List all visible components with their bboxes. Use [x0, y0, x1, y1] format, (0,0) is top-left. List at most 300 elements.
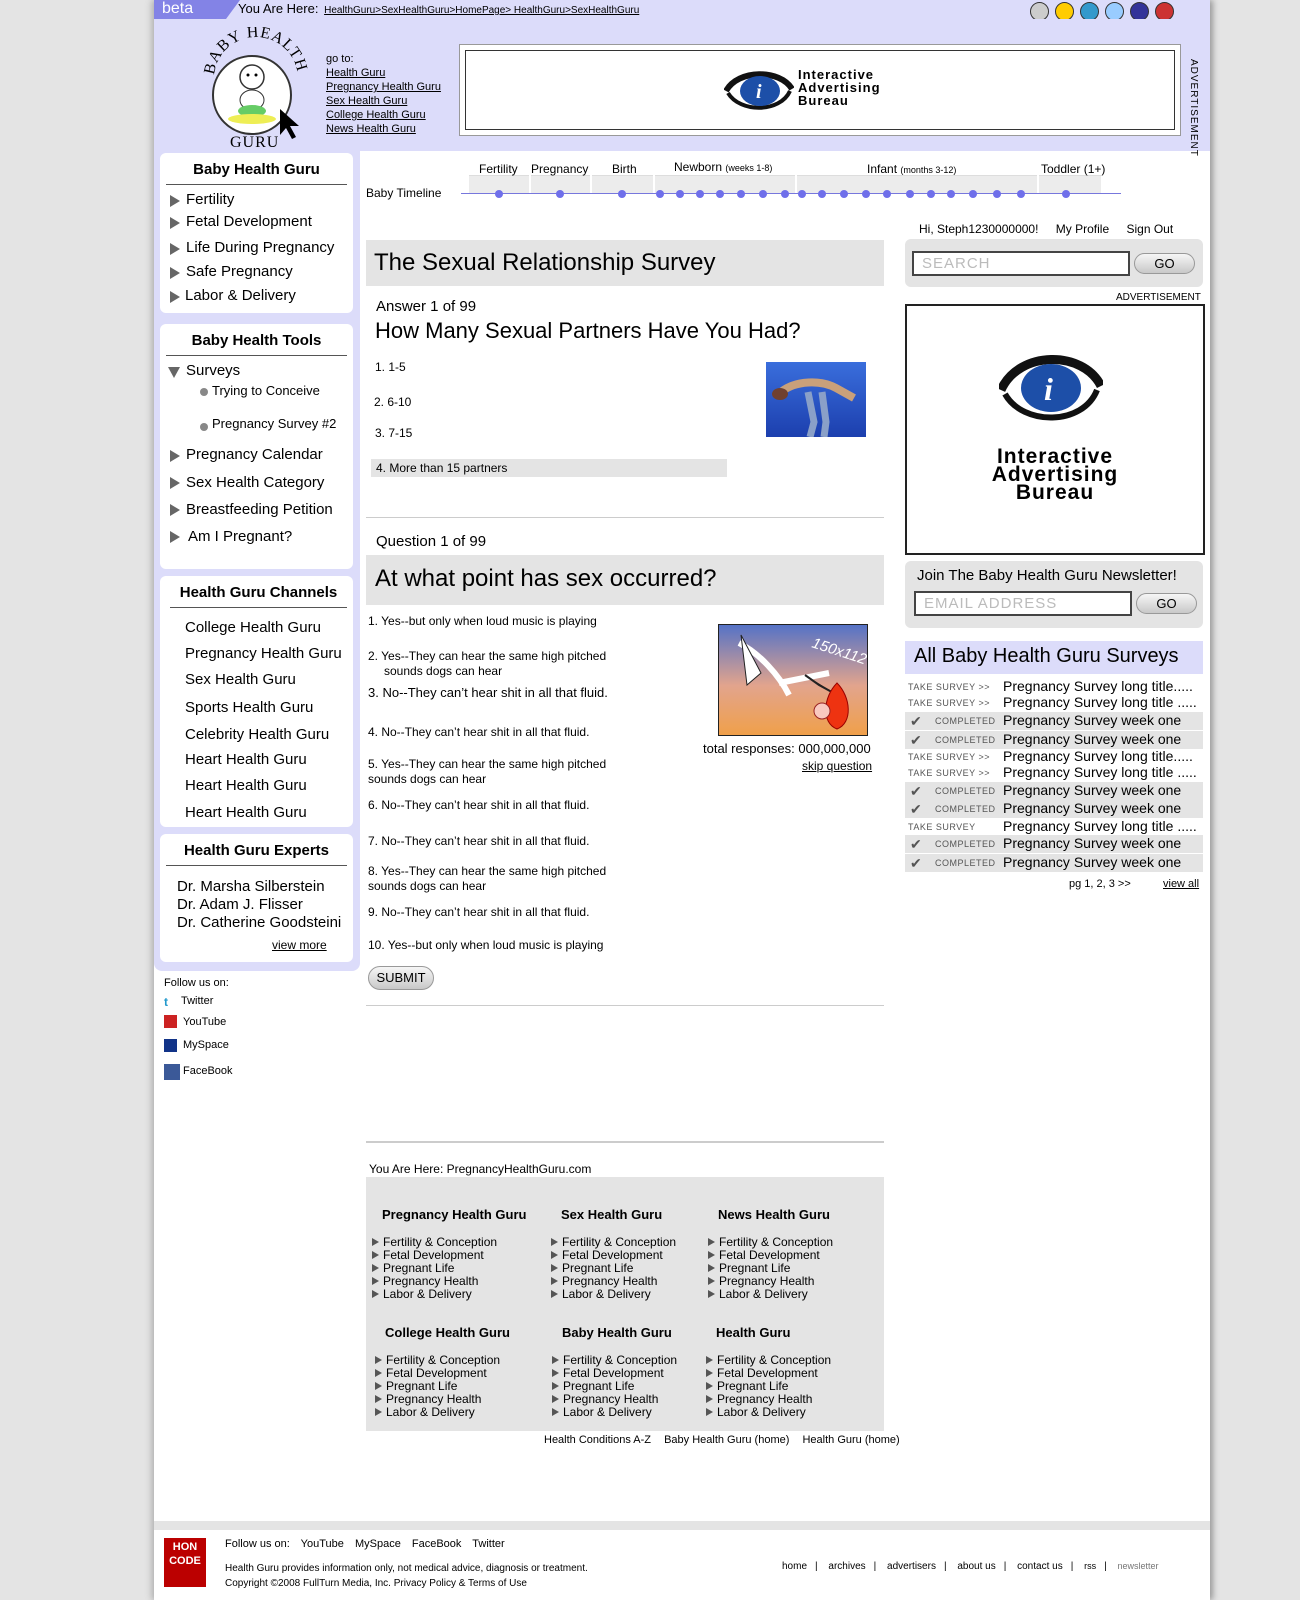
timeline-newborn-label: Newborn: [674, 160, 723, 174]
footer-link-text: Fetal Development: [563, 1366, 664, 1380]
arrow-icon: [372, 1277, 379, 1285]
bottom-social-youtube[interactable]: YouTube: [300, 1538, 344, 1550]
footer-section-title[interactable]: Sex Health Guru: [561, 1207, 663, 1222]
footer-site-map: [366, 1177, 884, 1431]
footer-link-text: Fertility & Conception: [563, 1353, 678, 1367]
facebook-icon: [164, 1064, 180, 1080]
timeline-dot[interactable]: [759, 190, 767, 198]
survey-status: COMPLETED: [935, 839, 996, 849]
social-myspace[interactable]: MySpace: [183, 1039, 229, 1051]
timeline-segment-newborn[interactable]: [655, 175, 795, 193]
view-all-surveys-link[interactable]: view all: [1163, 878, 1200, 890]
stork-image: [718, 624, 868, 736]
search-box: [905, 239, 1203, 287]
footer-link-baby-home[interactable]: Baby Health Guru (home): [664, 1434, 790, 1446]
footer-section-title[interactable]: Health Guru: [716, 1325, 791, 1340]
experts-title: Health Guru Experts: [166, 842, 347, 866]
footer-link-text: Pregnant Life: [563, 1379, 635, 1393]
nav-safe-pregnancy[interactable]: Safe Pregnancy: [186, 263, 293, 280]
checkmark-icon: ✔: [910, 801, 922, 817]
arrow-icon: [551, 1290, 558, 1298]
survey-title-link[interactable]: Pregnancy Survey long title .....: [1003, 764, 1197, 780]
social-twitter[interactable]: Twitter: [181, 995, 214, 1007]
bottom-nav-advertisers[interactable]: advertisers: [887, 1561, 936, 1572]
footer-link-text: Pregnancy Health: [563, 1392, 659, 1406]
footer-link-text: Fetal Development: [562, 1248, 663, 1262]
arrow-icon: [708, 1251, 715, 1259]
experts-view-more[interactable]: view more: [272, 938, 327, 952]
footer-link-text: Labor & Delivery: [719, 1287, 808, 1301]
timeline-dot[interactable]: [676, 190, 684, 198]
survey-title-link[interactable]: Pregnancy Survey week one: [1003, 712, 1182, 728]
youtube-icon: [164, 1015, 177, 1028]
bottom-nav-rss[interactable]: rss: [1084, 1561, 1097, 1571]
page: [154, 0, 1210, 1600]
channel-sex[interactable]: Sex Health Guru: [185, 671, 296, 688]
timeline-dot[interactable]: [1017, 190, 1025, 198]
survey-status: COMPLETED: [935, 735, 996, 745]
user-bar: [919, 222, 1187, 236]
channel-heart-3[interactable]: Heart Health Guru: [185, 804, 307, 821]
checkmark-icon: ✔: [910, 836, 922, 852]
question-option-7[interactable]: 7. No--They can’t hear shit in all that fluid.: [368, 834, 590, 848]
arrow-icon: [375, 1395, 382, 1403]
footer-link-text: Pregnancy Health: [386, 1392, 482, 1406]
channels-title: Health Guru Channels: [170, 584, 347, 608]
arrow-icon: [170, 267, 180, 279]
expert-2[interactable]: Dr. Adam J. Flisser: [177, 896, 303, 913]
tool-breastfeeding-petition[interactable]: Breastfeeding Petition: [186, 501, 333, 518]
tool-surveys[interactable]: Surveys: [186, 362, 241, 379]
survey-status: TAKE SURVEY: [908, 822, 976, 832]
footer-link-text: Labor & Delivery: [717, 1405, 806, 1419]
survey-row[interactable]: [905, 782, 1203, 800]
timeline-dot[interactable]: [556, 190, 564, 198]
timeline-dot[interactable]: [781, 190, 789, 198]
answer-option-4-selected[interactable]: 4. More than 15 partners: [371, 459, 727, 477]
survey-title: The Sexual Relationship Survey: [366, 240, 884, 286]
iab-eye-icon: [999, 346, 1103, 426]
advertisement-label: ADVERTISEMENT: [1116, 292, 1201, 303]
arrow-icon: [708, 1264, 715, 1272]
channels-box: [160, 576, 353, 827]
bottom-nav-archives[interactable]: archives: [828, 1561, 866, 1572]
tool-am-i-pregnant[interactable]: Am I Pregnant?: [188, 528, 293, 545]
arrow-icon: [551, 1264, 558, 1272]
side-ad-line-1: Interactive: [996, 445, 1114, 468]
footer-link-text: Pregnant Life: [383, 1261, 455, 1275]
timeline-pregnancy[interactable]: Pregnancy: [531, 162, 589, 176]
header: [154, 19, 1210, 157]
checkmark-icon: ✔: [910, 855, 922, 871]
footer-link-text: Pregnancy Health: [562, 1274, 658, 1288]
nav-fertility[interactable]: Fertility: [186, 191, 235, 208]
survey-status: COMPLETED: [935, 716, 996, 726]
breadcrumb-label: You Are Here:: [238, 1, 319, 16]
timeline-dot[interactable]: [947, 190, 955, 198]
footer-section-title[interactable]: Pregnancy Health Guru: [382, 1207, 527, 1222]
divider: [366, 1005, 884, 1006]
ad-line-2: Advertising: [798, 80, 881, 95]
footer-links: [544, 1434, 910, 1446]
survey-row[interactable]: [905, 835, 1203, 853]
footer-link-text: Fertility & Conception: [562, 1235, 677, 1249]
checkmark-icon: ✔: [910, 732, 922, 748]
bottom-social-facebook[interactable]: FaceBook: [411, 1538, 462, 1550]
survey-row[interactable]: [905, 854, 1203, 872]
tools-title: Baby Health Tools: [166, 332, 347, 356]
nav-labor-delivery[interactable]: Labor & Delivery: [185, 287, 296, 304]
answer-photo: [766, 362, 866, 437]
honcode-badge[interactable]: HON CODE: [164, 1538, 206, 1587]
tool-pregnancy-calendar[interactable]: Pregnancy Calendar: [186, 446, 323, 463]
checkmark-icon: ✔: [910, 713, 922, 729]
timeline-dot[interactable]: [656, 190, 664, 198]
goto-link-pregnancy[interactable]: Pregnancy Health Guru: [326, 81, 441, 93]
survey-title-link[interactable]: Pregnancy Survey week one: [1003, 782, 1182, 798]
divider: [366, 1141, 884, 1143]
question-option-10[interactable]: 10. Yes--but only when loud music is playing: [368, 938, 604, 952]
footer-section-title[interactable]: News Health Guru: [718, 1207, 830, 1222]
survey-status: COMPLETED: [935, 858, 996, 868]
social-youtube[interactable]: YouTube: [183, 1016, 227, 1028]
survey-status: TAKE SURVEY >>: [908, 698, 991, 708]
question-option-3[interactable]: 3. No--They can’t hear shit in all that fluid.: [368, 685, 608, 700]
top-banner-ad[interactable]: [460, 45, 1180, 135]
breadcrumb: [238, 1, 639, 16]
survey-title-link[interactable]: Pregnancy Survey week one: [1003, 854, 1182, 870]
timeline-dot[interactable]: [1062, 190, 1070, 198]
disclaimer: [225, 1561, 588, 1591]
disclaimer-line-2: Copyright ©2008 FullTurn Media, Inc. Privacy Policy & Terms of Use: [225, 1578, 527, 1589]
arrow-icon: [552, 1395, 559, 1403]
channel-pregnancy[interactable]: Pregnancy Health Guru: [185, 645, 342, 662]
survey-row[interactable]: [905, 731, 1203, 749]
footer-link-text: Pregnant Life: [719, 1261, 791, 1275]
checkmark-icon: ✔: [910, 783, 922, 799]
timeline-dot[interactable]: [840, 190, 848, 198]
expanded-arrow-icon: [168, 367, 180, 378]
footer-link-text: Fetal Development: [719, 1248, 820, 1262]
arrow-icon: [551, 1238, 558, 1246]
bottom-nav-about[interactable]: about us: [957, 1561, 996, 1572]
ad-line-3: Bureau: [798, 93, 849, 108]
timeline-dot[interactable]: [906, 190, 914, 198]
footer-section-link[interactable]: [552, 1406, 652, 1419]
footer-link-text: Pregnant Life: [562, 1261, 634, 1275]
timeline-toddler[interactable]: Toddler (1+): [1041, 162, 1106, 176]
answer-option-2[interactable]: 2. 6-10: [374, 395, 412, 409]
email-input[interactable]: EMAIL ADDRESS: [914, 591, 1132, 616]
answer-option-3[interactable]: 3. 7-15: [375, 426, 413, 440]
bottom-social-twitter[interactable]: Twitter: [472, 1538, 505, 1550]
question-option-9[interactable]: 9. No--They can’t hear shit in all that fluid.: [368, 905, 590, 919]
arrow-icon: [375, 1382, 382, 1390]
tool-sex-health-category[interactable]: Sex Health Category: [186, 474, 325, 491]
social-facebook[interactable]: FaceBook: [183, 1065, 233, 1077]
timeline-dot[interactable]: [737, 190, 745, 198]
survey-status: TAKE SURVEY >>: [908, 682, 991, 692]
bottom-nav-home[interactable]: home: [782, 1561, 808, 1572]
question-option-6[interactable]: 6. No--They can’t hear shit in all that fluid.: [368, 798, 590, 812]
bottom-follow-label: Follow us on:: [225, 1538, 290, 1550]
svg-text:BABY HEALTH: BABY HEALTH: [201, 27, 311, 76]
timeline-dot[interactable]: [927, 190, 935, 198]
arrow-icon: [552, 1408, 559, 1416]
timeline-infant-sub: (months 3-12): [900, 165, 957, 175]
survey-row[interactable]: [905, 712, 1203, 730]
svg-text:i: i: [756, 81, 762, 103]
survey-title-link[interactable]: Pregnancy Survey week one: [1003, 731, 1182, 747]
arrow-icon: [706, 1369, 713, 1377]
footer-link-conditions[interactable]: Health Conditions A-Z: [544, 1434, 651, 1446]
timeline-dot[interactable]: [716, 190, 724, 198]
footer-link-text: Pregnancy Health: [717, 1392, 813, 1406]
survey-status: TAKE SURVEY >>: [908, 752, 991, 762]
beta-badge: beta: [154, 0, 226, 19]
bhg-nav-title: Baby Health Guru: [166, 161, 347, 185]
bullet-icon: [200, 423, 208, 431]
newsletter-title: Join The Baby Health Guru Newsletter!: [917, 567, 1177, 584]
newsletter-go-button[interactable]: GO: [1136, 593, 1197, 614]
arrow-icon: [170, 217, 180, 229]
arrow-icon: [170, 531, 180, 543]
baby-health-guru-logo[interactable]: [200, 27, 312, 149]
arrow-icon: [708, 1238, 715, 1246]
timeline-dot[interactable]: [818, 190, 826, 198]
question-option-5-cont: sounds dogs can hear: [368, 772, 487, 786]
footer-link-text: Fetal Development: [386, 1366, 487, 1380]
footer-link-health-home[interactable]: Health Guru (home): [802, 1434, 900, 1446]
bottom-social-myspace[interactable]: MySpace: [354, 1538, 401, 1550]
channel-college[interactable]: College Health Guru: [185, 619, 321, 636]
question-option-5[interactable]: 5. Yes--They can hear the same high pitched: [368, 757, 607, 771]
side-ad-line-2: Advertising: [991, 463, 1119, 486]
goto-link-college[interactable]: College Health Guru: [326, 109, 426, 121]
survey-row[interactable]: [905, 694, 1203, 712]
footer-link-text: Pregnancy Health: [719, 1274, 815, 1288]
follow-label: Follow us on:: [164, 977, 229, 989]
advertisement-label: ADVERTISEMENT: [1188, 59, 1199, 157]
arrow-icon: [372, 1251, 379, 1259]
footer-section-link[interactable]: [551, 1288, 651, 1301]
question-option-1[interactable]: 1. Yes--but only when loud music is playing: [368, 614, 597, 628]
pager[interactable]: pg 1, 2, 3 >>: [1069, 878, 1131, 890]
twitter-icon: t: [164, 995, 168, 1009]
survey-title-link[interactable]: Pregnancy Survey long title.....: [1003, 678, 1193, 694]
answer-option-1[interactable]: 1. 1-5: [375, 360, 406, 374]
footer-link-text: Fertility & Conception: [719, 1235, 834, 1249]
goto-menu: [326, 52, 441, 136]
timeline-dot[interactable]: [696, 190, 704, 198]
footer-link-text: Pregnant Life: [717, 1379, 789, 1393]
arrow-icon: [375, 1356, 382, 1364]
question-option-2-cont: sounds dogs can hear: [384, 664, 503, 678]
tools-box: [160, 324, 353, 569]
channel-celebrity[interactable]: Celebrity Health Guru: [185, 726, 330, 743]
breadcrumb-links[interactable]: HealthGuru>SexHealthGuru>HomePage> HealthGuru>SexHealthGuru: [324, 5, 640, 16]
timeline-dot[interactable]: [883, 190, 891, 198]
timeline-dot[interactable]: [862, 190, 870, 198]
footer-link-text: Fertility & Conception: [383, 1235, 498, 1249]
survey-status: COMPLETED: [935, 804, 996, 814]
nav-fetal-development[interactable]: Fetal Development: [186, 213, 312, 230]
goto-link-news[interactable]: News Health Guru: [326, 123, 416, 135]
footer-section-link[interactable]: [708, 1288, 808, 1301]
timeline-segment-infant[interactable]: [797, 175, 1037, 193]
footer-link-text: Fertility & Conception: [717, 1353, 832, 1367]
ad-line-1: Interactive: [798, 67, 875, 82]
footer-link-text: Pregnancy Health: [383, 1274, 479, 1288]
footer-section-link[interactable]: [375, 1406, 475, 1419]
question-option-4[interactable]: 4. No--They can’t hear shit in all that fluid.: [368, 725, 590, 739]
side-ad-line-3: Bureau: [1015, 481, 1095, 504]
arrow-icon: [551, 1277, 558, 1285]
survey-status: TAKE SURVEY >>: [908, 768, 991, 778]
survey-title-link[interactable]: Pregnancy Survey long title .....: [1003, 818, 1197, 834]
bhg-nav-box: [160, 153, 353, 313]
divider: [366, 517, 884, 518]
timeline-infant-label: Infant: [867, 162, 898, 176]
image-size-label: 150x112: [809, 634, 867, 669]
arrow-icon: [706, 1382, 713, 1390]
question-option-8-cont: sounds dogs can hear: [368, 879, 487, 893]
answer-counter: Answer 1 of 99: [376, 298, 477, 315]
survey-title-link[interactable]: Pregnancy Survey long title .....: [1003, 694, 1197, 710]
survey-status: COMPLETED: [935, 786, 996, 796]
timeline-newborn-sub: (weeks 1-8): [725, 163, 773, 173]
footer-link-text: Fetal Development: [717, 1366, 818, 1380]
question-counter: Question 1 of 99: [376, 533, 487, 550]
bottom-divider: [154, 1521, 1210, 1530]
bottom-nav-contact[interactable]: contact us: [1017, 1561, 1063, 1572]
timeline-dot[interactable]: [495, 190, 503, 198]
arrow-icon: [170, 477, 180, 489]
timeline-dot[interactable]: [798, 190, 806, 198]
question-option-8[interactable]: 8. Yes--They can hear the same high pitched: [368, 864, 607, 878]
nav-life-during-pregnancy[interactable]: Life During Pregnancy: [186, 239, 335, 256]
survey-row[interactable]: [905, 764, 1203, 782]
footer-link-text: Labor & Delivery: [386, 1405, 475, 1419]
arrow-icon: [372, 1264, 379, 1272]
expert-3[interactable]: Dr. Catherine Goodsteini: [177, 914, 342, 931]
arrow-icon: [552, 1369, 559, 1377]
arrow-icon: [170, 504, 180, 516]
arrow-icon: [372, 1238, 379, 1246]
goto-label: go to:: [326, 53, 354, 65]
survey-pregnancy-2[interactable]: Pregnancy Survey #2: [212, 416, 337, 431]
surveys-list-title: All Baby Health Guru Surveys: [905, 641, 1203, 674]
bottom-nav: home | archives | advertisers | about us | contact us | rss | newsletter: [782, 1561, 1159, 1572]
timeline-birth[interactable]: Birth: [612, 162, 637, 176]
footer-link-text: Labor & Delivery: [562, 1287, 651, 1301]
timeline-segment-toddler[interactable]: [1039, 175, 1101, 193]
arrow-icon: [170, 450, 180, 462]
answer-question: How Many Sexual Partners Have You Had?: [375, 318, 801, 343]
experts-box: [160, 834, 353, 962]
sign-out-link[interactable]: Sign Out: [1126, 222, 1174, 236]
top-bar: [154, 0, 1210, 19]
footer-link-text: Labor & Delivery: [563, 1405, 652, 1419]
channel-heart-2[interactable]: Heart Health Guru: [185, 777, 307, 794]
myspace-icon: [164, 1039, 177, 1052]
survey-row[interactable]: [905, 800, 1203, 818]
arrow-icon: [170, 195, 180, 207]
arrow-icon: [552, 1356, 559, 1364]
bottom-nav-newsletter[interactable]: newsletter: [1117, 1561, 1159, 1571]
footer-section-title[interactable]: College Health Guru: [385, 1325, 510, 1340]
timeline-infant[interactable]: [867, 162, 956, 176]
footer-link-text: Fertility & Conception: [386, 1353, 501, 1367]
timeline-label: Baby Timeline: [366, 186, 442, 200]
goto-link-sex[interactable]: Sex Health Guru: [326, 95, 408, 107]
footer-section-link[interactable]: [706, 1406, 806, 1419]
arrow-icon: [551, 1251, 558, 1259]
bottom-follow: [225, 1538, 513, 1550]
sidebar-ad[interactable]: [905, 304, 1205, 555]
arrow-icon: [708, 1277, 715, 1285]
left-sidebar: [154, 151, 360, 971]
arrow-icon: [706, 1356, 713, 1364]
skip-question-link[interactable]: skip question: [802, 759, 873, 773]
survey-row[interactable]: [905, 818, 1203, 836]
disclaimer-line-1: Health Guru provides information only, not medical advice, diagnosis or treatment.: [225, 1563, 588, 1574]
arrow-icon: [708, 1290, 715, 1298]
footer-link-text: Fetal Development: [383, 1248, 484, 1262]
timeline-dot[interactable]: [618, 190, 626, 198]
channel-sports[interactable]: Sports Health Guru: [185, 699, 314, 716]
total-responses: total responses: 000,000,000: [703, 741, 871, 756]
arrow-icon: [375, 1408, 382, 1416]
footer-link-text: Labor & Delivery: [383, 1287, 472, 1301]
channel-heart-1[interactable]: Heart Health Guru: [185, 751, 307, 768]
search-input[interactable]: SEARCH: [912, 251, 1130, 276]
timeline-dot[interactable]: [969, 190, 977, 198]
search-go-button[interactable]: GO: [1134, 253, 1195, 274]
survey-title-link[interactable]: Pregnancy Survey long title.....: [1003, 748, 1193, 764]
question-title: At what point has sex occurred?: [366, 555, 884, 605]
iab-eye-icon: [724, 65, 794, 113]
svg-text:GURU: GURU: [230, 134, 280, 149]
bullet-icon: [200, 388, 208, 396]
footer-link-text: Pregnant Life: [386, 1379, 458, 1393]
timeline-newborn[interactable]: [674, 160, 772, 174]
timeline-dot[interactable]: [993, 190, 1001, 198]
goto-link-health-guru[interactable]: Health Guru: [326, 67, 386, 79]
footer-section-title[interactable]: Baby Health Guru: [562, 1325, 672, 1340]
newsletter-box: [905, 561, 1203, 628]
arrow-icon: [375, 1369, 382, 1377]
survey-title-link[interactable]: Pregnancy Survey week one: [1003, 835, 1182, 851]
survey-title-link[interactable]: Pregnancy Survey week one: [1003, 800, 1182, 816]
survey-trying-to-conceive[interactable]: Trying to Conceive: [212, 383, 320, 398]
user-greeting: Hi, Steph1230000000!: [919, 222, 1039, 236]
arrow-icon: [706, 1408, 713, 1416]
arrow-icon: [170, 243, 180, 255]
question-option-2[interactable]: 2. Yes--They can hear the same high pitched: [368, 649, 607, 663]
timeline-fertility[interactable]: Fertility: [479, 162, 518, 176]
arrow-icon: [372, 1290, 379, 1298]
footer-you-are-here: You Are Here: PregnancyHealthGuru.com: [369, 1162, 592, 1176]
my-profile-link[interactable]: My Profile: [1055, 222, 1110, 236]
arrow-icon: [552, 1382, 559, 1390]
submit-button[interactable]: SUBMIT: [368, 966, 434, 990]
arrow-icon: [170, 291, 180, 303]
svg-text:i: i: [1044, 371, 1053, 407]
arrow-icon: [706, 1395, 713, 1403]
footer-section-link[interactable]: [372, 1288, 472, 1301]
expert-1[interactable]: Dr. Marsha Silberstein: [177, 878, 325, 895]
